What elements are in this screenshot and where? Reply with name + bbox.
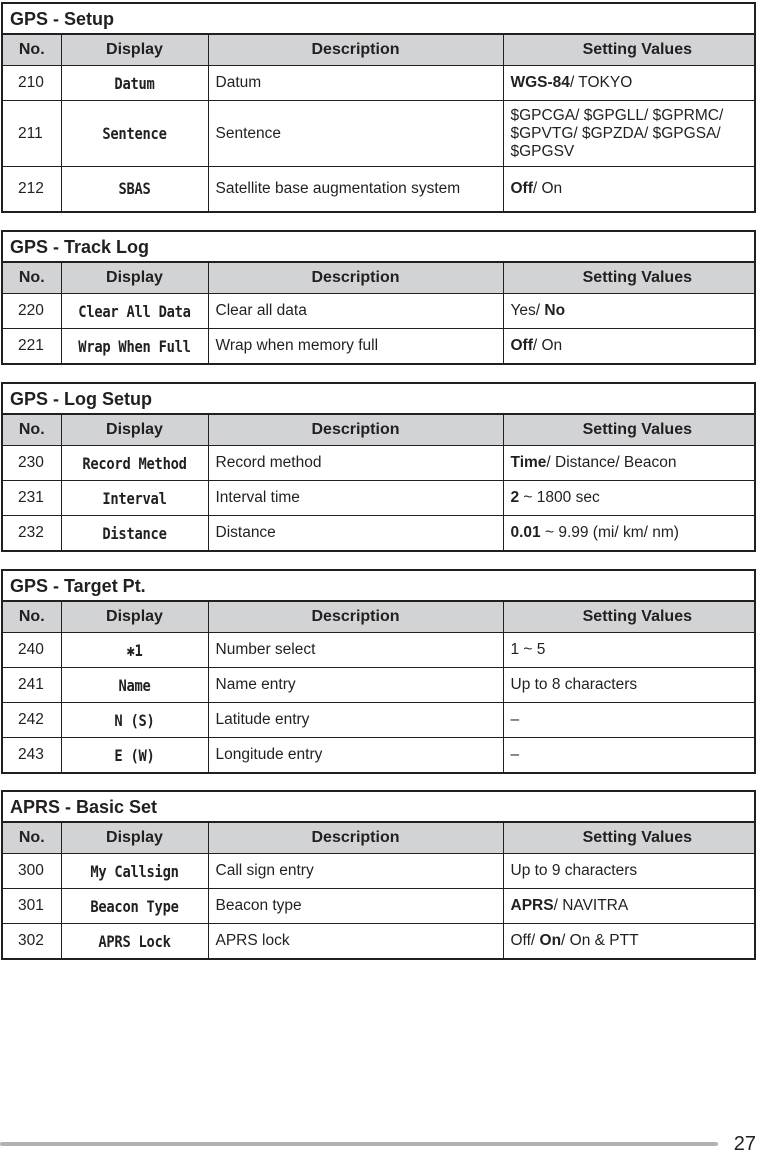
table-row (3, 329, 754, 364)
row-values (503, 889, 754, 924)
row-values (503, 329, 754, 364)
header-values: Setting Values (503, 35, 754, 66)
table-row (3, 854, 754, 889)
row-description: Interval time (208, 481, 503, 516)
header-description: Description (208, 415, 503, 446)
section-title: APRS - Basic Set (3, 792, 754, 823)
header-no: No. (3, 263, 61, 294)
row-display: E (W) (71, 738, 197, 773)
other-values: Yes/ (510, 302, 545, 319)
other-values: – (510, 746, 520, 763)
settings-table (3, 823, 754, 958)
other-values: $GPCGA/ $GPGLL/ $GPRMC/ $GPVTG/ $GPZDA/ $GPGSA/ $GPGSV (510, 106, 724, 160)
table-row (3, 101, 754, 167)
row-display: My Callsign (71, 854, 197, 889)
row-display: Distance (71, 516, 197, 551)
other-values: / On (532, 179, 563, 197)
other-values: / On (532, 337, 563, 354)
table-row (3, 294, 754, 329)
section-gps-setup (1, 2, 756, 213)
row-no: 230 (3, 446, 61, 481)
header-no: No. (3, 415, 61, 446)
row-values (503, 668, 754, 703)
other-values: Off/ (510, 932, 540, 949)
row-values (503, 738, 754, 773)
header-row (3, 823, 754, 854)
default-value: 0.01 (510, 524, 541, 541)
default-value: Off (510, 337, 533, 354)
section-title: GPS - Track Log (3, 232, 754, 263)
default-value: On (539, 932, 562, 949)
row-no: 300 (3, 854, 61, 889)
section-gps-track-log (1, 230, 756, 365)
row-display: Datum (71, 66, 197, 101)
row-values (503, 516, 754, 551)
other-values: ~ 9.99 (mi/ km/ nm) (540, 524, 679, 541)
table-row (3, 516, 754, 551)
table-row (3, 481, 754, 516)
row-no: 302 (3, 924, 61, 959)
row-description: Distance (208, 516, 503, 551)
table-row (3, 446, 754, 481)
default-value: WGS-84 (510, 74, 570, 91)
table-row (3, 633, 754, 668)
row-display: APRS Lock (71, 924, 197, 959)
section-title: GPS - Target Pt. (3, 571, 754, 602)
header-row (3, 415, 754, 446)
row-values (503, 854, 754, 889)
other-values: ~ 1800 sec (519, 489, 600, 506)
header-display: Display (61, 415, 208, 446)
header-no: No. (3, 823, 61, 854)
row-display: Record Method (71, 446, 197, 481)
row-no: 241 (3, 668, 61, 703)
header-description: Description (208, 602, 503, 633)
settings-table (3, 263, 754, 363)
default-value: APRS (510, 897, 554, 914)
section-gps-target-pt (1, 569, 756, 774)
section-title: GPS - Log Setup (3, 384, 754, 415)
row-no: 232 (3, 516, 61, 551)
header-display: Display (61, 35, 208, 66)
table-row (3, 167, 754, 211)
settings-table (3, 602, 754, 772)
header-values: Setting Values (503, 823, 754, 854)
row-display: Interval (71, 481, 197, 516)
row-description: Record method (208, 446, 503, 481)
row-values (503, 703, 754, 738)
settings-table (3, 415, 754, 550)
row-values (503, 66, 754, 101)
section-aprs-basic-set (1, 790, 756, 960)
header-values: Setting Values (503, 602, 754, 633)
row-values (503, 101, 754, 167)
row-description: Satellite base augmentation system (208, 167, 503, 211)
row-description: Number select (208, 633, 503, 668)
row-display: N (S) (71, 703, 197, 738)
row-no: 212 (3, 167, 61, 211)
header-row (3, 263, 754, 294)
row-description: Beacon type (208, 889, 503, 924)
row-values (503, 481, 754, 516)
section-title: GPS - Setup (3, 4, 754, 35)
table-row (3, 668, 754, 703)
default-value: Off (510, 179, 533, 197)
row-display: Name (71, 668, 197, 703)
header-values: Setting Values (503, 263, 754, 294)
header-description: Description (208, 263, 503, 294)
row-no: 240 (3, 633, 61, 668)
row-description: Name entry (208, 668, 503, 703)
header-row (3, 602, 754, 633)
row-description: Longitude entry (208, 738, 503, 773)
header-description: Description (208, 823, 503, 854)
row-description: Wrap when memory full (208, 329, 503, 364)
row-description: Latitude entry (208, 703, 503, 738)
header-row (3, 35, 754, 66)
row-display: Clear All Data (71, 294, 197, 329)
row-no: 243 (3, 738, 61, 773)
header-values: Setting Values (503, 415, 754, 446)
row-no: 221 (3, 329, 61, 364)
table-row (3, 703, 754, 738)
page-number: 27 (733, 1133, 756, 1155)
default-value: Time (510, 454, 547, 471)
other-values: – (510, 711, 520, 728)
row-no: 231 (3, 481, 61, 516)
row-display: Sentence (71, 101, 197, 167)
other-values: / On & PTT (561, 932, 639, 949)
row-description: Call sign entry (208, 854, 503, 889)
row-values (503, 446, 754, 481)
row-description: Clear all data (208, 294, 503, 329)
other-values: Up to 9 characters (510, 862, 638, 879)
row-values (503, 924, 754, 959)
header-display: Display (61, 263, 208, 294)
header-no: No. (3, 602, 61, 633)
table-row (3, 924, 754, 959)
row-values (503, 294, 754, 329)
row-description: APRS lock (208, 924, 503, 959)
other-values: Up to 8 characters (510, 676, 638, 693)
row-no: 211 (3, 101, 61, 167)
header-display: Display (61, 602, 208, 633)
default-value: No (544, 302, 566, 319)
row-display: Wrap When Full (71, 329, 197, 364)
header-no: No. (3, 35, 61, 66)
row-values (503, 167, 754, 211)
header-description: Description (208, 35, 503, 66)
row-display: Beacon Type (71, 889, 197, 924)
other-values: / Distance/ Beacon (546, 454, 677, 471)
table-row (3, 889, 754, 924)
other-values: / NAVITRA (553, 897, 629, 914)
row-no: 220 (3, 294, 61, 329)
header-display: Display (61, 823, 208, 854)
footer-divider (0, 1142, 718, 1146)
table-row (3, 66, 754, 101)
row-no: 301 (3, 889, 61, 924)
row-values (503, 633, 754, 668)
row-display: SBAS (71, 167, 197, 211)
settings-table (3, 35, 754, 211)
row-display: ✱1 (71, 633, 197, 668)
row-description: Datum (208, 66, 503, 101)
default-value: 2 (510, 489, 520, 506)
row-no: 242 (3, 703, 61, 738)
other-values: / TOKYO (569, 74, 633, 91)
other-values: 1 ~ 5 (510, 641, 546, 658)
table-row (3, 738, 754, 773)
row-no: 210 (3, 66, 61, 101)
section-gps-log-setup (1, 382, 756, 552)
row-description: Sentence (208, 101, 503, 167)
